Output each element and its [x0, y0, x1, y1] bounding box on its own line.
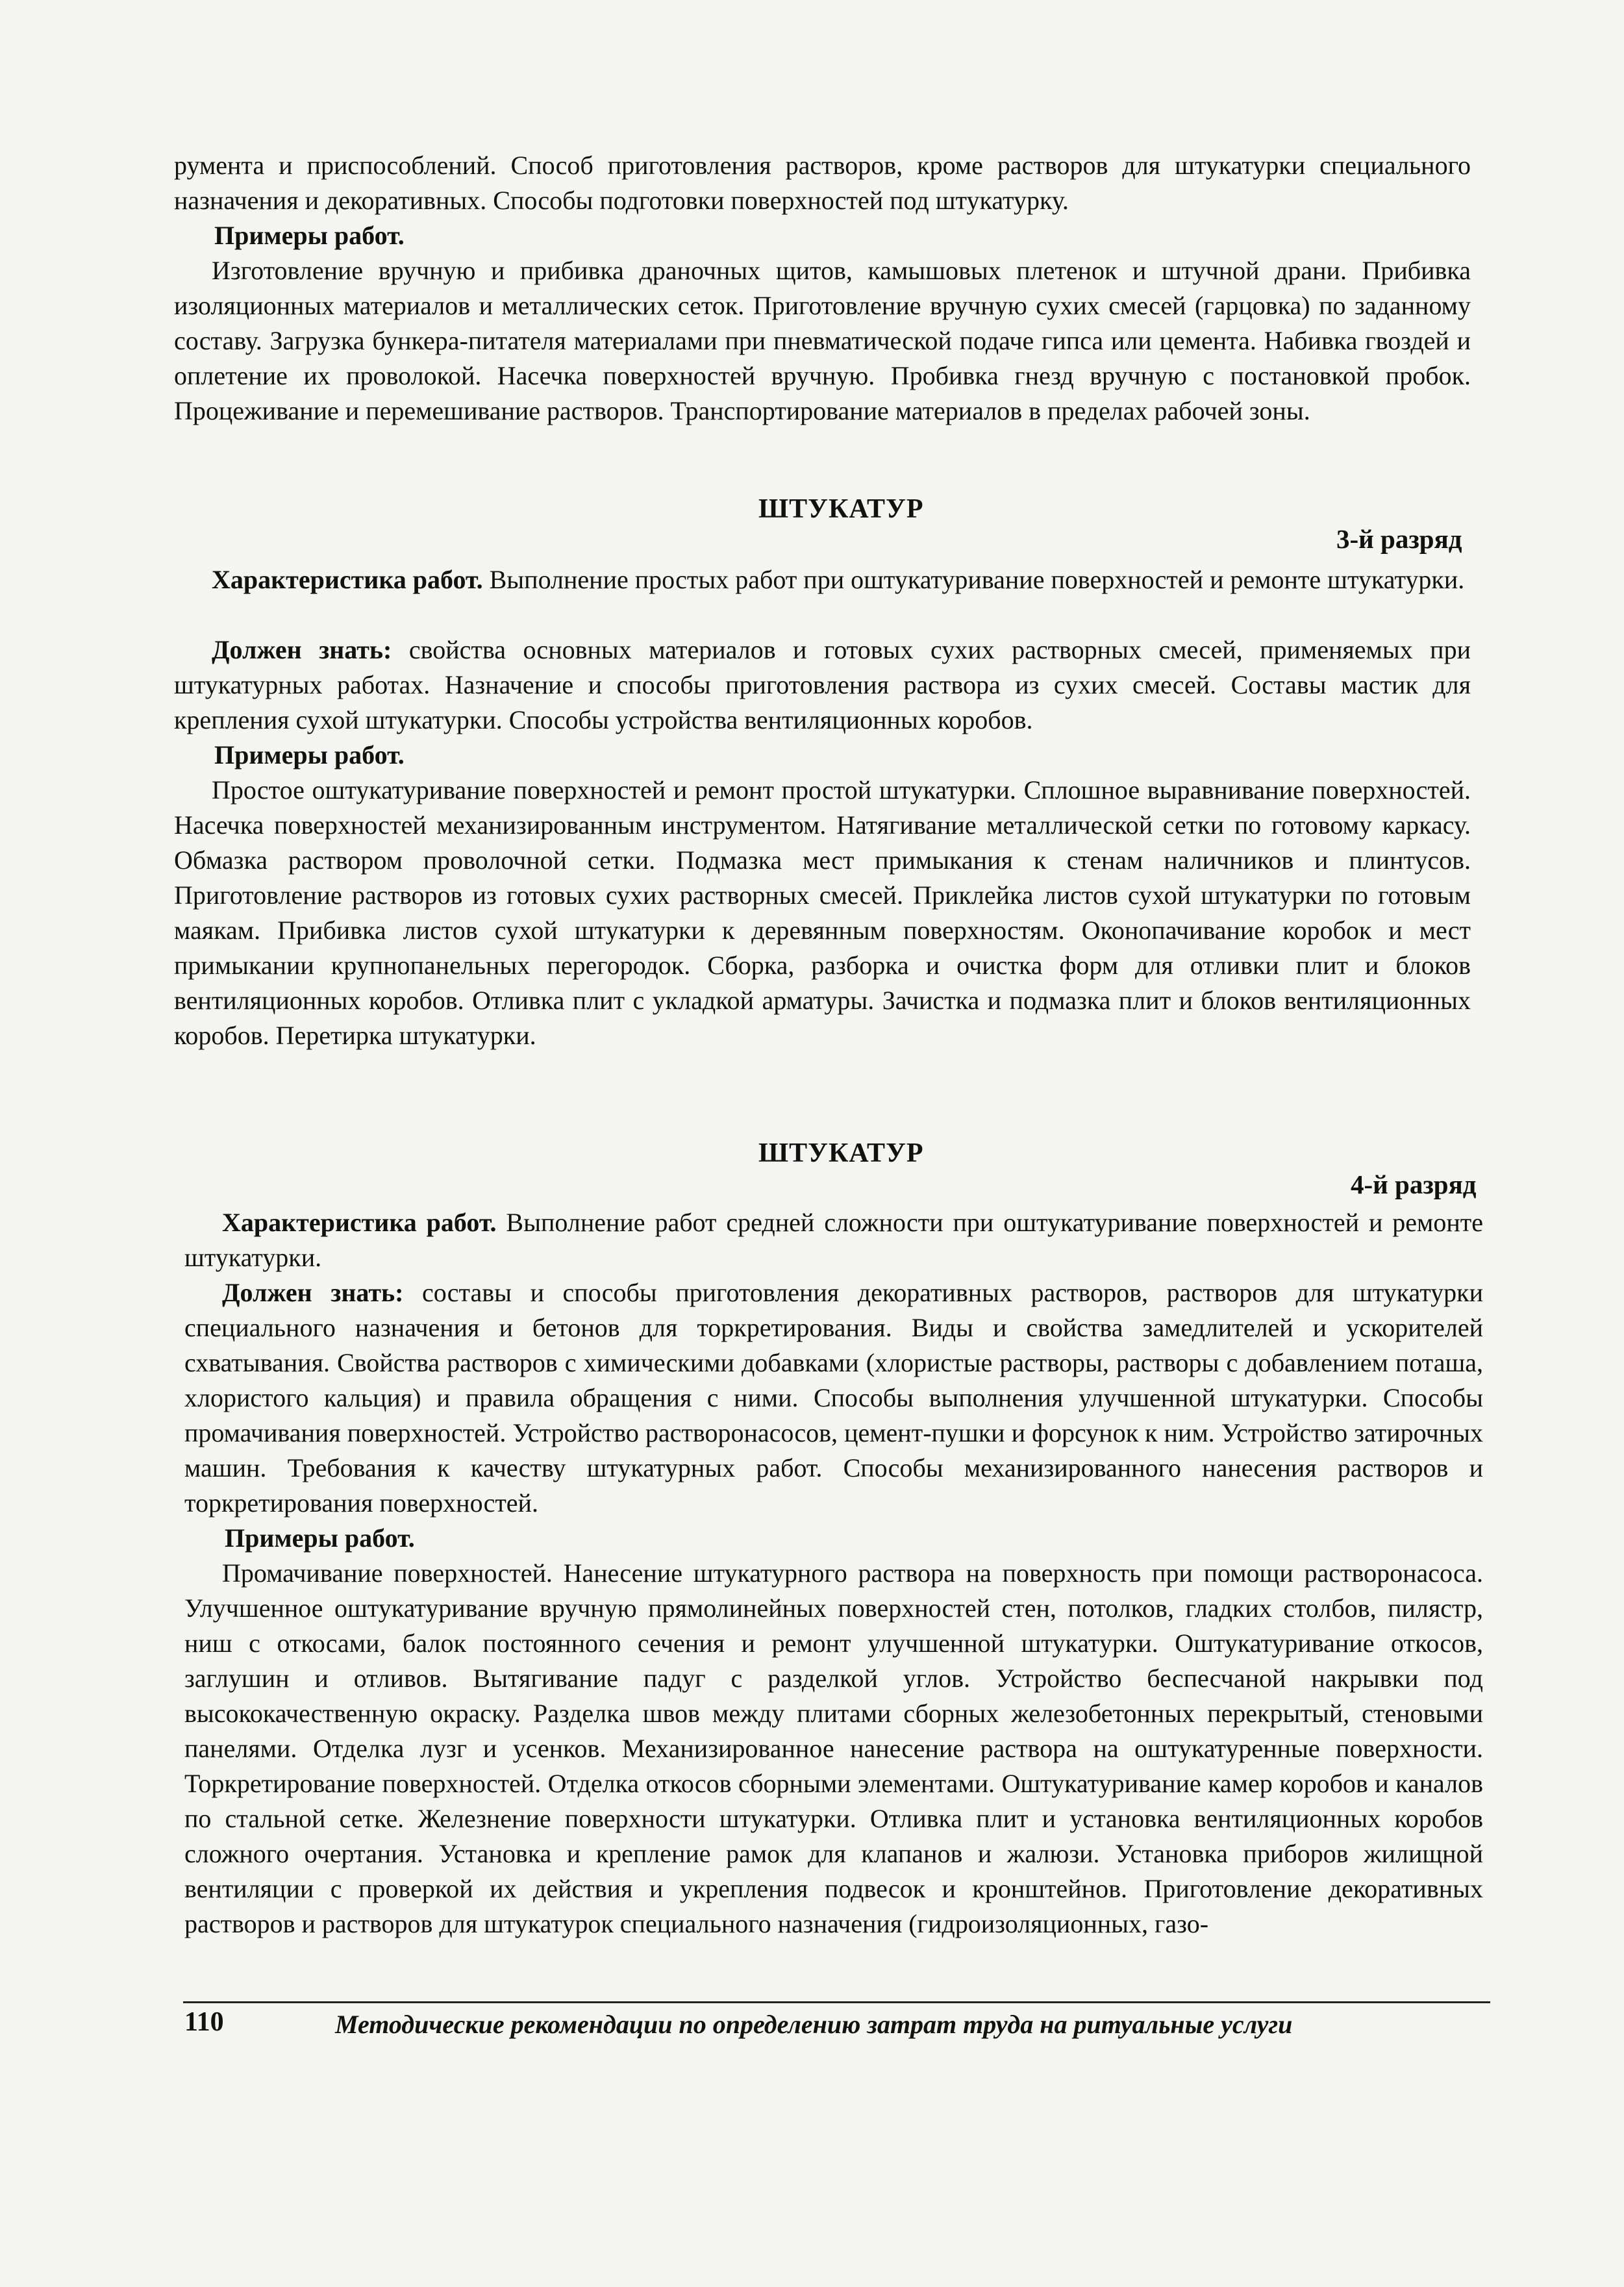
section4-grade: 4-й разряд [1351, 1169, 1477, 1199]
section3-know-text: свойства основных материалов и готовых сухих растворных смесей, применяемых при штукатурных работах. Назначение и способы приготовления раствора из сухих смесей. Составы мастик для крепления сухой штукатурки. Способы устройства вентиляционных коробов. [174, 635, 1471, 734]
section4-must-know [184, 1275, 1483, 1521]
running-title: Методические рекомендации по определению затрат труда на ритуальные услуги [335, 2010, 1293, 2039]
section4-know-label: Должен знать: [222, 1278, 404, 1307]
section3-char-label: Характеристика работ. [212, 565, 483, 594]
section4-char-text: Выполнение работ средней сложности при оштукатуривание поверхностей и ремонте штукатурки. [184, 1208, 1483, 1272]
section4-title: ШТУКАТУР [758, 1138, 924, 1168]
section3-title: ШТУКАТУР [758, 494, 924, 524]
section3-char-text: Выполнение простых работ при оштукатуривание поверхностей и ремонте штукатурки. [482, 565, 1465, 594]
section3-grade: 3-й разряд [1336, 524, 1462, 554]
footer-rule [183, 2001, 1490, 2003]
section4-examples-paragraph: Промачивание поверхностей. Нанесение штукатурного раствора на поверхность при помощи растворонасоса. Улучшенное оштукатуривание вручную прямолинейных поверхностей стен, потолков, гладких столбов, пилястр, ниш с откосами, балок постоянного сечения и ремонт улучшенной штукатурки. Оштукатуривание откосов, заглушин и отливов. Вытягивание падуг с разделкой углов. Устройство беспесчаной накрывки под высококачественную окраску. Разделка швов между плитами сборных железобетонных перекрытый, стеновыми панелями. Отделка лузг и усенков. Механизированное нанесение раствора на оштукатуренные поверхности. Торкретирование поверхностей. Отделка откосов сборными элементами. Оштукатуривание камер коробов и каналов по стальной сетке. Железнение поверхности штукатурки. Отливка плит и установка вентиляционных коробов сложного очертания. Установка и крепление рамок для клапанов и жалюзи. Установка приборов жилищной вентиляции с проверкой их действия и укрепления подвесок и кронштейнов. Приготовление декоративных растворов и растворов для штукатурок специального назначения (гидроизоляционных, газо- [184, 1558, 1483, 1938]
intro-examples-heading: Примеры работ. [214, 221, 405, 250]
section3-characteristics [174, 562, 1471, 597]
section3-must-know [174, 632, 1471, 738]
section3-examples-paragraph: Простое оштукатуривание поверхностей и ремонт простой штукатурки. Сплошное выравнивание поверхностей. Насечка поверхностей механизированным инструментом. Натягивание металлической сетки по готовому каркасу. Обмазка раствором проволочной сетки. Подмазка мест примыкания к стенам наличников и плинтусов. Приготовление растворов из готовых сухих растворных смесей. Приклейка листов сухой штукатурки по готовым маякам. Прибивка листов сухой штукатурки к деревянным поверхностям. Оконопачивание коробок и мест примыкании крупнопанельных перегородок. Сборка, разборка и очистка форм для отливки плит и блоков вентиляционных коробов. Отливка плит с укладкой арматуры. Зачистка и подмазка плит и блоков вентиляционных коробов. Перетирка штукатурки. [174, 775, 1471, 1050]
section4-know-text: составы и способы приготовления декоративных растворов, растворов для штукатурки специального назначения и бетонов для торкретирования. Виды и свойства замедлителей и ускорителей схватывания. Свойства растворов с химическими добавками (хлористые растворы, растворы с добавлением поташа, хлористого кальция) и правила обращения с ними. Способы выполнения улучшенной штукатурки. Способы промачивания поверхностей. Устройство растворонасосов, цемент-пушки и форсунок к ним. Устройство затирочных машин. Требования к качеству штукатурных работ. Способы механизированного нанесения растворов и торкретирования поверхностей. [184, 1278, 1484, 1518]
section3-examples-heading: Примеры работ. [214, 740, 405, 769]
section4-examples-heading: Примеры работ. [225, 1523, 415, 1553]
page-number: 110 [184, 2007, 224, 2037]
intro-lead-paragraph: румента и приспособлений. Способ приготовления растворов, кроме растворов для штукатурки специального назначения и декоративных. Способы подготовки поверхностей под штукатурку. [174, 151, 1471, 215]
intro-examples-paragraph: Изготовление вручную и прибивка драночных щитов, камышовых плетенок и штучной драни. Прибивка изоляционных материалов и металлических сеток. Приготовление вручную сухих смесей (гарцовка) по заданному составу. Загрузка бункера-питателя материалами при пневматической подаче гипса или цемента. Набивка гвоздей и оплетение их проволокой. Насечка поверхностей вручную. Пробивка гнезд вручную с постановкой пробок. Процеживание и перемешивание растворов. Транспортирование материалов в пределах рабочей зоны. [174, 256, 1471, 425]
section3-know-label: Должен знать: [212, 635, 392, 664]
section4-char-label: Характеристика работ. [222, 1208, 497, 1237]
section4-characteristics [184, 1205, 1483, 1275]
